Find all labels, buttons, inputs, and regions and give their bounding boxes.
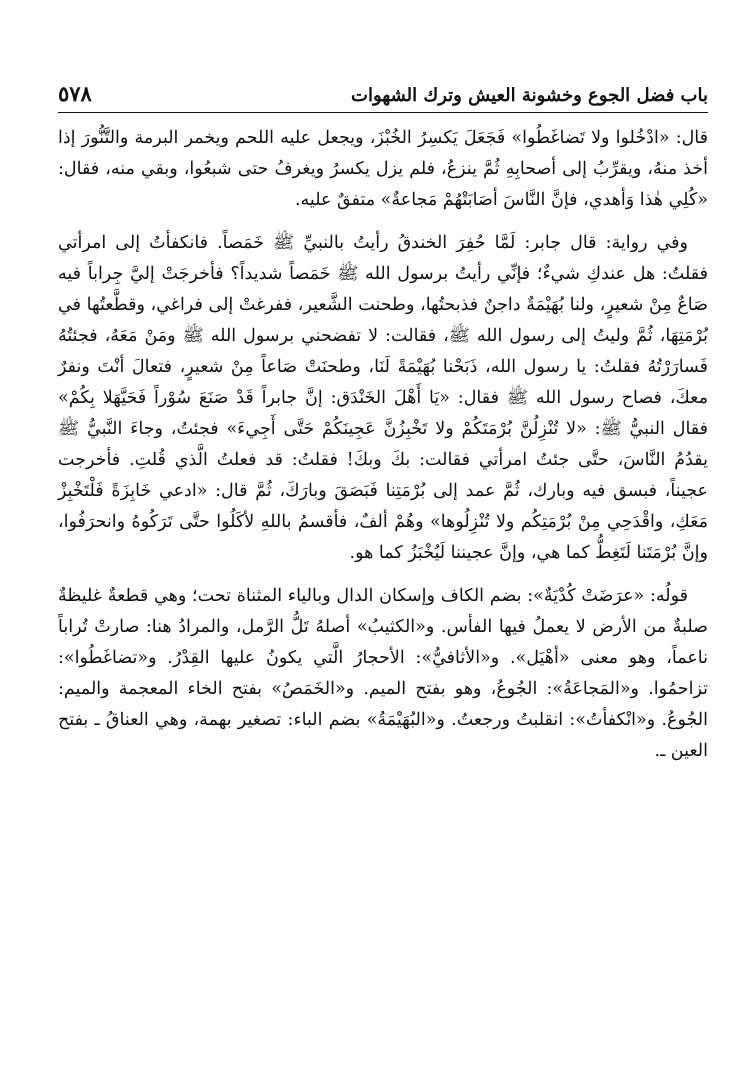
chapter-title: باب فضل الجوع وخشونة العيش وترك الشهوات — [351, 85, 708, 106]
document-page — [58, 72, 708, 779]
page-header — [58, 72, 708, 106]
paragraph-jabir-narration: وفي رواية: قال جابر: لَمَّا حُفِرَ الخندقُ رأيتُ بالنبيِّ ﷺ خَمَصاً. فانكفأتُ إلى امرأتي فقلتُ: هل عندكِ شيءٌ؛ فإنِّي رأيتُ برسول الله ﷺ خَمَصاً شديداً؟ فأخرجَتْ إليَّ جِراباً فيه صَاعٌ مِنْ شعيرٍ، ولنا بُهَيْمَةٌ داجنٌ فذبحتُها، وطحنت الشَّعير، ففرغتْ إلى فراغي، وقطَّعتُها في بُرْمَتِهَا، ثُمَّ وليتُ إلى رسول الله ﷺ، فقالت: لا تفضحني برسول الله ﷺ ومَنْ مَعَهُ، فجئتُهُ فَسارَرْتُهُ فقلتُ: يا رسول الله، ذَبَحْنا بُهَيْمَةً لَنَا، وطحنَتْ صَاعاً مِنْ شعيرٍ، فتعالَ أنْتَ ونفرٌ معكَ، فصاح رسول الله ﷺ فقال: «يَا أَهْلَ الخَنْدَق: إنَّ جابراً قَدْ صَنَعَ سُوْراً فَحَيَّهَلا بِكُمْ» فقال النبيُّ ﷺ: «لا تُنْزِلُنَّ بُرْمَتَكُمْ ولا تَخْبِزُنَّ عَجِينَكُمْ حَتَّى أَجِيءَ» فجئتُ، وجاءَ النَّبيُّ ﷺ يقدُمُ النَّاسَ، حتَّى جئتُ امرأتي فقالت: بكَ وبكَ! فقلتُ: قد فعلتُ الَّذي قُلتِ. فأخرجت عجيناً، فبسق فيه وبارك، ثُمَّ عمد إلى بُرْمَتِنا فَبَصَقَ وبارَكَ، ثُمَّ قال: «ادعي خَابِزَةً فَلْتَخْبِزْ مَعَكِ، واقْدَحِي مِنْ بُرْمَتِكُم ولا تُنْزِلُوها» وهُمْ ألفٌ، فأقسمُ باللهِ لأكَلُوا حتَّى تَرَكُوهُ وانحرَفُوا، وإنَّ بُرْمَتَنا لَتَغِطُّ كما هي، وإنَّ عجيننا لَيُخْبَزُ كما هو. — [58, 233, 708, 563]
header-rule — [58, 112, 708, 113]
paragraph-hadith-continuation: قال: «ادْخُلوا ولا تَضاغَطُوا» فَجَعَلَ يَكسِرُ الخُبْزَ، ويجعل عليه اللحم ويخمر البرمة والتَّنُّورَ إذا أخذ منهُ، ويقرِّبُ إلى أصحابِهِ ثُمَّ ينزعُ، فلم يزل يكسرُ ويغرفُ حتى شبعُوا، وبقي منه، فقال: «كُلِي هٰذا وَأهدي، فإنَّ النَّاسَ أصَابَتْهُمْ مَجاعةٌ» متفقٌ عليه. — [58, 128, 708, 210]
paragraph-vocabulary-notes: قولُه: «عرَضَتْ كُدْيَةٌ»: بضم الكاف وإسكان الدال وبالياء المثناة تحت؛ وهي قطعةٌ غليظةٌ صلبةٌ من الأرض لا يعملُ فيها الفأس. و«الكثيبُ» أصلهُ تَلُّ الرَّمل، والمرادُ هنا: صارتْ تُراباً ناعماً، وهو معنى «أهْيَل». و«الأثافيُّ»: الأحجارُ الَّتي يكونُ عليها القِدْرُ. و«تضاغَطُوا»: تزاحمُوا. و«المَجاعَةُ»: الجُوعُ، وهو بفتح الميم. و«الخَمَصُ» بفتح الخاء المعجمة والميم: الجُوعُ. و«انْكفأتُ»: انقلبتُ ورجعتُ. و«البُهَيْمَةُ» بضم الباء: تصغير بهمة، وهي العناقُ ـ بفتح العين ـ. — [58, 586, 708, 761]
page-number: ٥٧٨ — [58, 81, 92, 106]
